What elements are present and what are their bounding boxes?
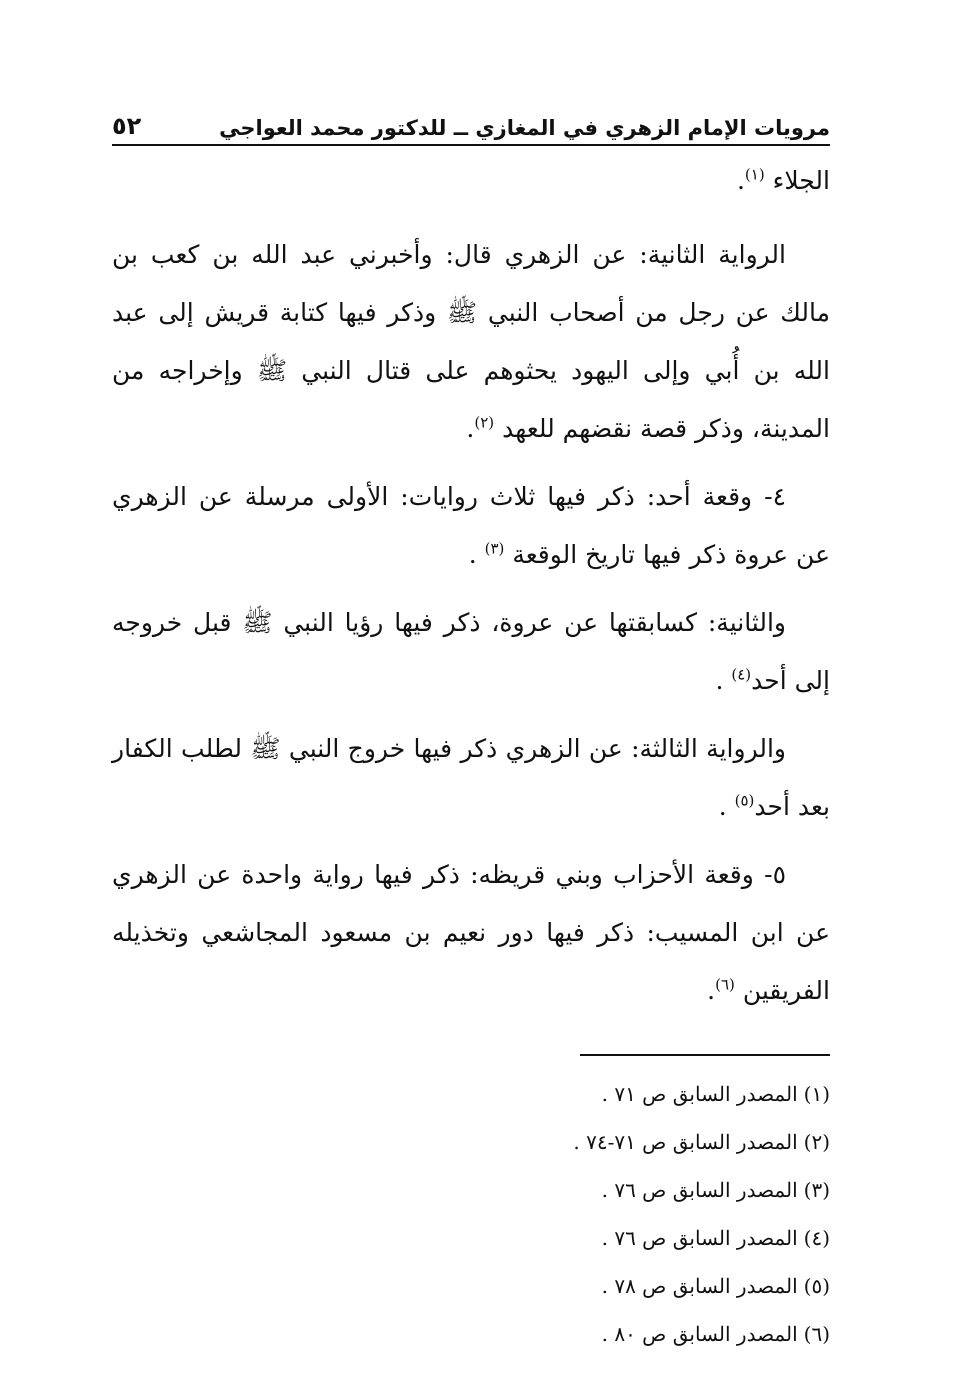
footnote: [112, 1310, 830, 1358]
paragraph-end: .: [736, 166, 745, 195]
footnote-number: (٥): [803, 1274, 830, 1298]
footnote-reference: (٣): [484, 539, 505, 558]
paragraph-text: والرواية الثالثة: عن الزهري ذكر فيها خروج النبي ﷺ لطلب الكفار بعد أحد: [112, 734, 830, 821]
footnote-text: المصدر السابق ص ٧٦ .: [601, 1226, 798, 1250]
footnote-text: المصدر السابق ص ٧١-٧٤ .: [573, 1130, 798, 1154]
body-text: [112, 152, 830, 1020]
paragraph: [112, 226, 830, 458]
paragraph-text: الرواية الثانية: عن الزهري قال: وأخبرني عبد الله بن كعب بن مالك عن رجل من أصحاب النبي ﷺ وذكر فيها كتابة قريش إلى عبد الله بن أُبي وإلى اليهود يحثوهم على قتال النبي ﷺ وإخراجه من المدينة، وذكر قصة نقضهم للعهد: [112, 240, 830, 443]
running-header: [112, 100, 830, 146]
footnote-reference: (٦): [715, 975, 735, 994]
paragraph-text: والثانية: كسابقتها عن عروة، ذكر فيها رؤيا النبي ﷺ قبل خروجه إلى أحد: [112, 608, 830, 695]
paragraph: [112, 594, 830, 710]
footnote: [112, 1262, 830, 1310]
footnote: [112, 1070, 830, 1118]
footnote-text: المصدر السابق ص ٧١ .: [601, 1082, 798, 1106]
paragraph: [112, 720, 830, 836]
paragraph-end: .: [715, 666, 732, 695]
footnote-reference: (٤): [731, 665, 752, 684]
paragraph-end: .: [707, 976, 716, 1005]
footnote-text: المصدر السابق ص ٧٦ .: [601, 1178, 798, 1202]
book-page: [112, 100, 830, 1358]
footnote: [112, 1214, 830, 1262]
paragraph: [112, 468, 830, 584]
page-number: ٥٢: [112, 112, 142, 140]
paragraph-end: .: [468, 540, 485, 569]
paragraph-end: .: [718, 792, 735, 821]
paragraph: [112, 846, 830, 1020]
paragraph-text: ٥- وقعة الأحزاب وبني قريظه: ذكر فيها رواية واحدة عن الزهري عن ابن المسيب: ذكر فيها دور نعيم بن مسعود المجاشعي وتخذيله الفريقين: [112, 860, 830, 1005]
footnote: [112, 1118, 830, 1166]
footnote-reference: (٢): [474, 413, 495, 432]
footnote-reference: (٥): [734, 791, 755, 810]
footnote-number: (٤): [803, 1226, 830, 1250]
footnote-number: (٣): [803, 1178, 830, 1202]
footnote-number: (١): [803, 1082, 830, 1106]
paragraph: [112, 152, 830, 210]
paragraph-text: الجلاء: [772, 166, 830, 195]
footnote: [112, 1166, 830, 1214]
footnote-number: (٦): [803, 1322, 830, 1346]
paragraph-text: ٤- وقعة أحد: ذكر فيها ثلاث روايات: الأولى مرسلة عن الزهري عن عروة ذكر فيها تاريخ الوقعة: [112, 482, 830, 569]
footnote-divider: [580, 1054, 830, 1056]
footnote-text: المصدر السابق ص ٨٠ .: [601, 1322, 798, 1346]
footnote-text: المصدر السابق ص ٧٨ .: [601, 1274, 798, 1298]
paragraph-end: .: [466, 414, 475, 443]
running-title: مرويات الإمام الزهري في المغازي ــ للدكتور محمد العواجي: [219, 116, 830, 140]
footnote-list: [112, 1070, 830, 1358]
footnote-reference: (١): [744, 165, 765, 184]
footnote-number: (٢): [803, 1130, 830, 1154]
